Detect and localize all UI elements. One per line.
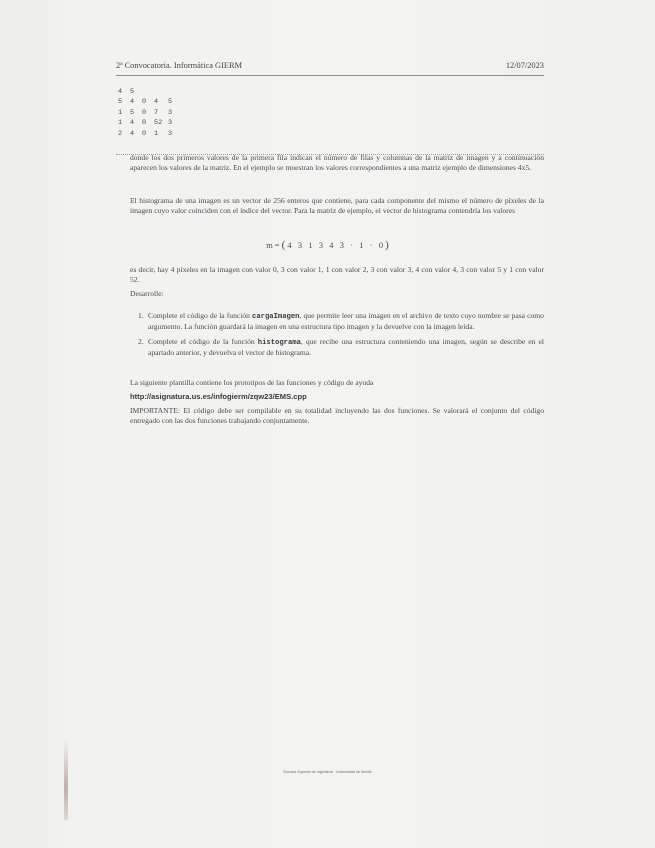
task-text-before: Complete el código de la función <box>148 337 258 346</box>
task-number: 1. <box>138 311 144 320</box>
header-course: 2ª Convocatoria. Informática GIERM <box>116 61 243 70</box>
histogram-formula <box>0 239 655 251</box>
matrix-cell: 4 <box>154 98 159 107</box>
task-function-name: histograma <box>257 339 301 347</box>
paragraph-desarrollo: Desarrolle: <box>130 289 164 298</box>
matrix-cell: 4 <box>130 129 135 138</box>
task-function-name: cargaImagen <box>252 313 300 321</box>
matrix-cell: 1 <box>118 108 123 117</box>
matrix-row <box>118 129 180 139</box>
matrix-cell: 1 <box>154 129 159 138</box>
header-rule <box>116 75 544 76</box>
matrix-cell: 0 <box>142 119 147 128</box>
matrix-cell: 52 <box>154 119 163 128</box>
template-link[interactable] <box>130 392 544 402</box>
task-text-after: , que permite leer una imagen en el archivo de texto cuyo nombre se pasa como argumento. La función guardará la imagen en una estructura tipo imagen y la devuelve con la imagen leída. <box>148 311 544 331</box>
task-item <box>138 337 544 358</box>
matrix-cell: 5 <box>168 98 173 107</box>
formula-values: 4 3 1 3 4 3 · 1 · 0 <box>287 241 384 250</box>
matrix-cell: 3 <box>168 119 173 128</box>
matrix-row <box>118 97 180 107</box>
matrix-cell: 4 <box>118 88 123 96</box>
matrix-example <box>118 87 180 139</box>
task-number: 2. <box>138 337 144 346</box>
matrix-cell: 5 <box>118 98 123 107</box>
header-date: 12/07/2023 <box>505 61 544 70</box>
matrix-cell: 2 <box>118 129 123 138</box>
matrix-row <box>118 108 180 118</box>
matrix-cell: 3 <box>168 129 173 138</box>
formula-lhs: m = <box>266 241 280 250</box>
matrix-cell: 5 <box>130 88 135 96</box>
task-text-before: Complete el código de la función <box>148 311 253 320</box>
matrix-cell: 0 <box>142 129 147 138</box>
matrix-cell: 3 <box>168 108 173 117</box>
paragraph-histogram-definition: El histograma de una imagen es un vector de 256 enteros que contiene, para cada componente del mismo el número de píxeles de la imagen cuyo valor coinciden con el índice del vector. Para la matriz de ejemplo, el vector de histograma contendría los valores <box>130 196 544 215</box>
matrix-cell: 1 <box>118 119 123 128</box>
paragraph-matrix-explanation: donde los dos primeros valores de la primera fila indican el número de filas y columnas de la matriz de imagen y a continuación aparecen los valores de la matriz. En el ejemplo se muestran los valores correspondientes a una matriz ejemplo de dimensiones 4x5. <box>130 153 544 172</box>
matrix-cell: 4 <box>130 98 135 107</box>
matrix-row <box>118 118 180 128</box>
task-text-after: , que recibe una estructura conteniendo una imagen, según se describe en el apartado anterior, y devuelva el vector de histograma. <box>148 337 544 357</box>
matrix-cell: 5 <box>130 108 135 117</box>
paragraph-histogram-explanation: es decir, hay 4 píxeles en la imagen con valor 0, 3 con valor 1, 1 con valor 2, 3 con valor 3, 4 con valor 4, 3 con valor 5 y 1 con valor 52. <box>130 265 544 284</box>
formula-close-paren: ) <box>385 239 389 251</box>
matrix-cell: 7 <box>154 108 159 117</box>
task-item <box>138 311 544 332</box>
page-header <box>116 61 544 75</box>
template-url[interactable]: http://asignatura.us.es/infogierm/zqw23/EMS.cpp <box>130 392 307 401</box>
paragraph-importante: IMPORTANTE: El código debe ser compilable en su totalidad incluyendo las dos funciones. Se valorará el conjunto del código entregado con las dos funciones trabajando conjuntamente. <box>130 406 544 425</box>
matrix-cell: 0 <box>142 98 147 107</box>
matrix-cell: 0 <box>142 108 147 117</box>
paragraph-plantilla: La siguiente plantilla contiene los prototipos de las funciones y código de ayuda <box>130 378 374 387</box>
page-footer: Escuela Superior de Ingeniería · Universidad de Sevilla <box>283 770 372 774</box>
matrix-cell: 4 <box>130 119 135 128</box>
matrix-row <box>118 87 180 97</box>
task-list <box>138 311 544 358</box>
formula-open-paren: ( <box>281 239 286 251</box>
scan-edge-shadow <box>64 740 68 820</box>
